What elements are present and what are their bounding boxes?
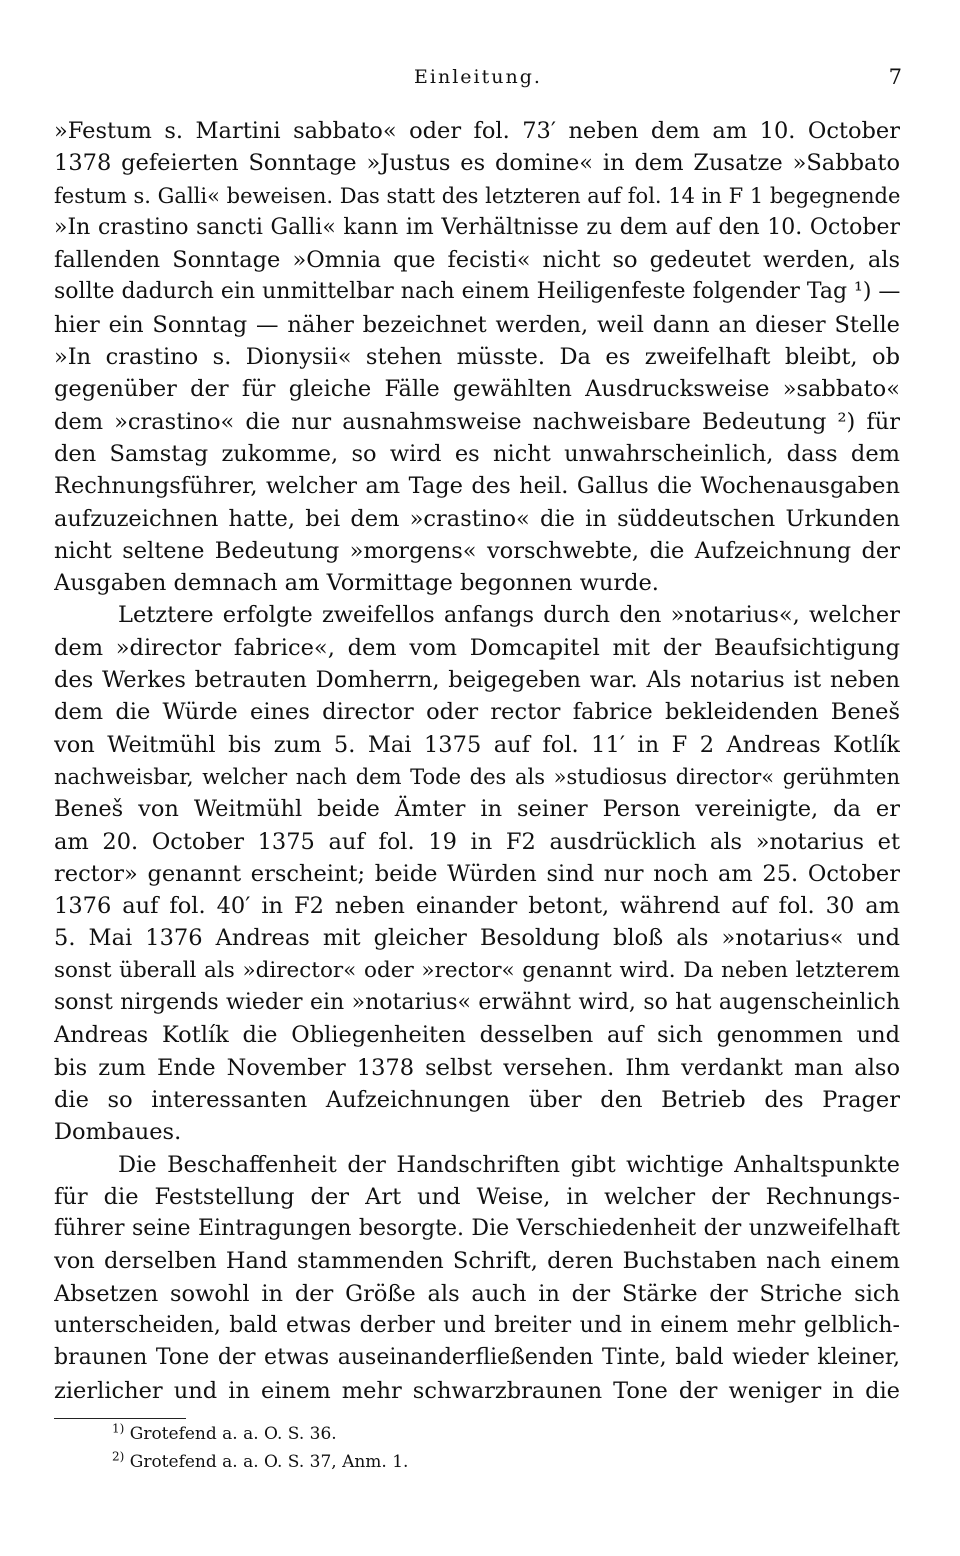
text-line: gegenüber der für gleiche Fälle gewählten Ausdrucksweise »sabbato« xyxy=(54,376,900,403)
text-line: nachweisbar, welcher nach dem Tode des als »studiosus director« gerühmten xyxy=(54,764,900,789)
text-line: Absetzen sowohl in der Größe als auch in der Stärke der Striche sich xyxy=(54,1280,900,1307)
text-line: 5. Mai 1376 Andreas mit gleicher Besoldung bloß als »notarius« und xyxy=(54,925,900,952)
text-line: »In crastino sancti Galli« kann im Verhältnisse zu dem auf den 10. October xyxy=(54,214,900,240)
text-line: braunen Tone der etwas auseinanderfließenden Tinte, bald wieder kleiner, xyxy=(54,1345,900,1371)
text-line: von derselben Hand stammenden Schrift, deren Buchstaben nach einem xyxy=(54,1248,900,1275)
text-line: nicht seltene Bedeutung »morgens« vorschwebte, die Aufzeichnung der xyxy=(54,537,900,564)
footnote-text: Grotefend a. a. O. S. 37, Anm. 1. xyxy=(129,1452,409,1472)
text-line: bis zum Ende November 1378 selbst versehen. Ihm verdankt man also xyxy=(54,1054,900,1081)
text-line: festum s. Galli« beweisen. Das statt des letzteren auf fol. 14 in F 1 begegnende xyxy=(54,183,900,208)
text-line: Andreas Kotlík die Obliegenheiten desselben auf sich genommen und xyxy=(54,1022,900,1049)
paragraph-start-line: Letztere erfolgte zweifellos anfangs durch den »notarius«, welcher xyxy=(118,602,900,629)
text-line: Ausgaben demnach am Vormittage begonnen wurde. xyxy=(54,570,659,597)
paragraph-start-line: Die Beschaffenheit der Handschriften gibt wichtige Anhaltspunkte xyxy=(118,1151,900,1178)
text-line: von Weitmühl bis zum 5. Mai 1375 auf fol. 11′ in F 2 Andreas Kotlík xyxy=(54,731,900,758)
chapter-title: Einleitung. xyxy=(414,66,542,88)
text-line: den Samstag zukomme, so wird es nicht unwahrscheinlich, dass dem xyxy=(54,440,900,467)
text-line: 1378 gefeierten Sonntage »Justus es domine« in dem Zusatze »Sabbato xyxy=(54,150,900,177)
text-line: sonst nirgends wieder ein »notarius« erwähnt wird, so hat augenscheinlich xyxy=(54,990,900,1016)
text-line: Dombaues. xyxy=(54,1119,182,1146)
text-line: »In crastino s. Dionysii« stehen müsste. Da es zweifelhaft bleibt, ob xyxy=(54,344,900,371)
text-line: Rechnungsführer, welcher am Tage des heil. Gallus die Wochenausgaben xyxy=(54,473,900,500)
footnote-marker: 1) xyxy=(112,1421,125,1436)
text-line: dem »crastino« die nur ausnahmsweise nachweisbare Bedeutung ²) für xyxy=(54,408,900,435)
text-line: 1376 auf fol. 40′ in F2 neben einander betont, während auf fol. 30 am xyxy=(54,893,900,920)
body-text xyxy=(54,115,900,1407)
running-head xyxy=(54,62,902,92)
text-line: aufzuzeichnen hatte, bei dem »crastino« die in süddeutschen Urkunden xyxy=(54,505,900,532)
footnote-text: Grotefend a. a. O. S. 36. xyxy=(129,1424,337,1444)
footnotes xyxy=(112,1420,712,1476)
text-line: für die Feststellung der Art und Weise, in welcher der Rechnungs- xyxy=(54,1183,900,1210)
text-line: Beneš von Weitmühl beide Ämter in seiner Person vereinigte, da er xyxy=(54,796,900,823)
footnote-divider xyxy=(54,1418,186,1419)
text-line: des Werkes betrauten Domherrn, beigegeben war. Als notarius ist neben xyxy=(54,667,900,694)
text-line: fallenden Sonntage »Omnia que fecisti« nicht so gedeutet werden, als xyxy=(54,247,900,274)
text-line: sollte dadurch ein unmittelbar nach einem Heiligenfeste folgender Tag ¹) — xyxy=(54,279,900,305)
text-line: am 20. October 1375 auf fol. 19 in F2 ausdrücklich als »notarius et xyxy=(54,828,900,855)
text-line: »Festum s. Martini sabbato« oder fol. 73′ neben dem am 10. October xyxy=(54,118,900,144)
text-line: dem die Würde eines director oder rector fabrice bekleidenden Beneš xyxy=(54,699,900,726)
text-line: die so interessanten Aufzeichnungen über den Betrieb des Prager xyxy=(54,1086,900,1113)
page-number: 7 xyxy=(888,65,902,89)
footnote-marker: 2) xyxy=(112,1449,125,1464)
text-line: zierlicher und in einem mehr schwarzbraunen Tone der weniger in die xyxy=(54,1377,900,1404)
text-line: unterscheiden, bald etwas derber und breiter und in einem mehr gelblich- xyxy=(54,1312,900,1338)
footnote xyxy=(112,1420,712,1448)
text-line: sonst überall als »director« oder »rector« genannt wird. Da neben letzterem xyxy=(54,957,900,983)
text-line: rector» genannt erscheint; beide Würden sind nur noch am 25. October xyxy=(54,860,900,887)
text-line: führer seine Eintragungen besorgte. Die Verschiedenheit der unzweifelhaft xyxy=(54,1216,900,1242)
footnote xyxy=(112,1448,712,1476)
text-line: dem »director fabrice«, dem vom Domcapitel mit der Beaufsichtigung xyxy=(54,634,900,661)
text-line: hier ein Sonntag — näher bezeichnet werden, weil dann an dieser Stelle xyxy=(54,311,900,338)
